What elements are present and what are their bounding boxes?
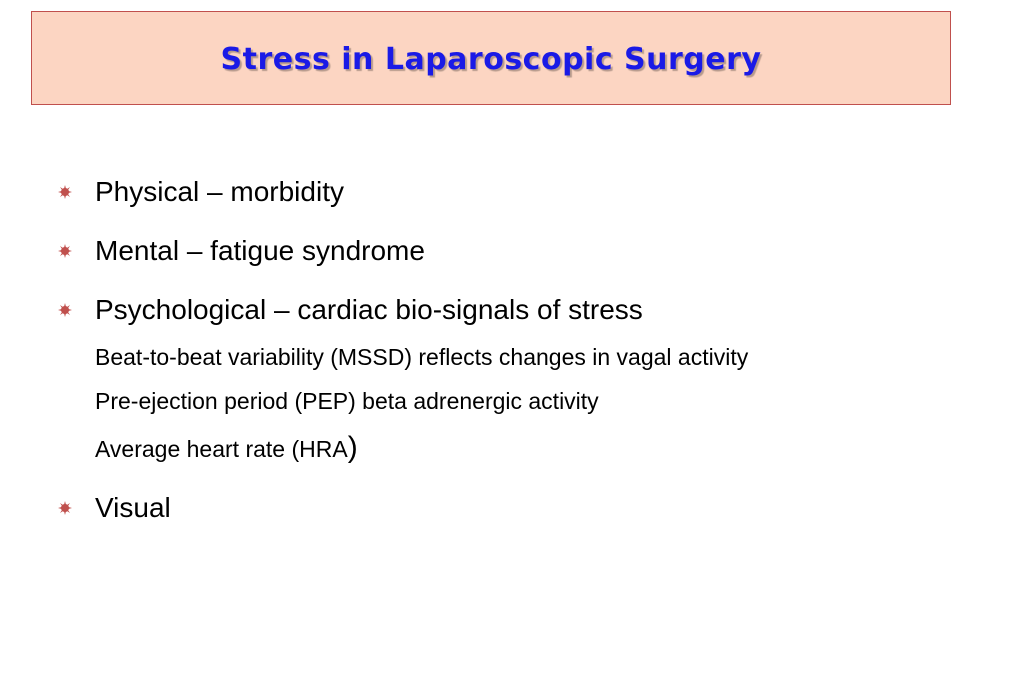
sub-item-hra xyxy=(95,431,358,464)
bullet-text: Visual xyxy=(95,492,171,523)
starburst-bullet-icon xyxy=(57,243,73,259)
slide-title: Stress in Laparoscopic Surgery xyxy=(220,41,762,77)
starburst-bullet-icon xyxy=(57,500,73,516)
bullet-text: Psychological – cardiac bio-signals of stress xyxy=(95,294,643,325)
bullet-item-mental xyxy=(57,234,425,268)
bullet-item-psychological xyxy=(57,293,643,327)
sub-item-mssd: Beat-to-beat variability (MSSD) reflects changes in vagal activity xyxy=(95,344,749,370)
starburst-bullet-icon xyxy=(57,184,73,200)
closing-paren: ) xyxy=(347,431,358,464)
bullet-item-visual xyxy=(57,491,171,525)
sub-item-pep: Pre-ejection period (PEP) beta adrenergic activity xyxy=(95,388,599,414)
sub-item-hra-text: Average heart rate (HRA xyxy=(95,436,348,462)
bullet-item-physical xyxy=(57,175,344,209)
bullet-text: Physical – morbidity xyxy=(95,176,344,207)
starburst-bullet-icon xyxy=(57,302,73,318)
bullet-text: Mental – fatigue syndrome xyxy=(95,235,425,266)
